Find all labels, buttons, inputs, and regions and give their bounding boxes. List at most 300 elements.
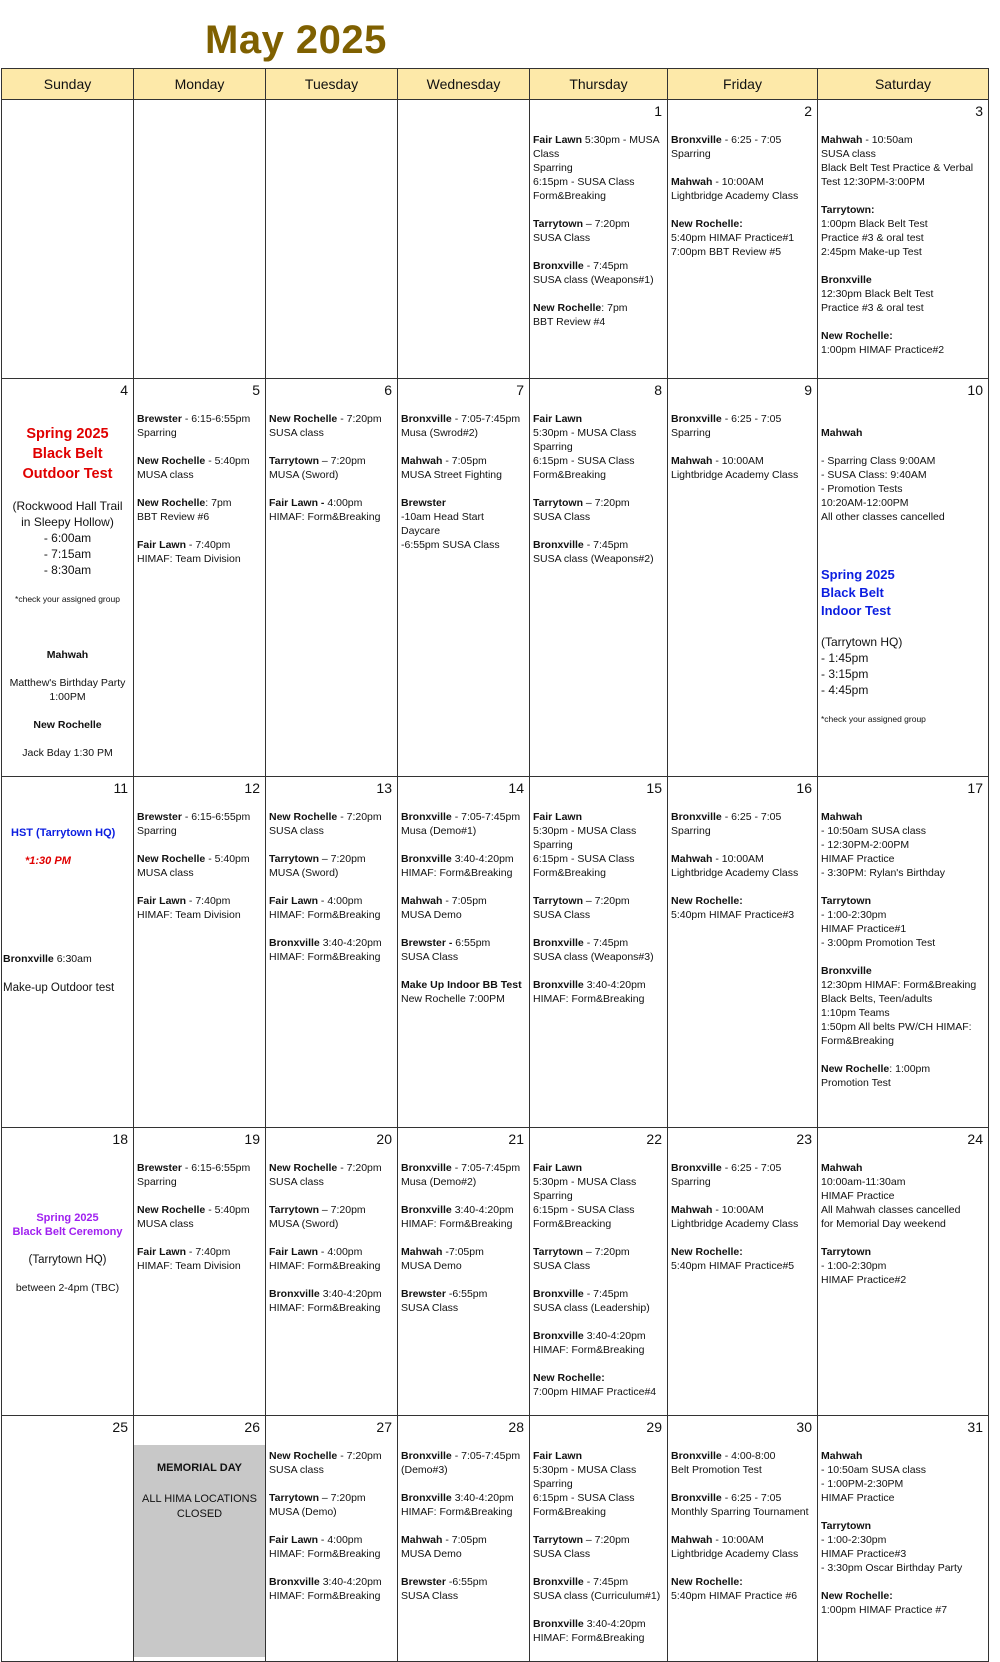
event-text: 12:30pm Black Belt Test Practice #3 & oral test [821,288,934,314]
event-block [821,203,985,259]
hst-event: HST (Tarrytown HQ) [11,827,116,839]
event-text: 3:40-4:20pm HIMAF: Form&Breaking [533,979,646,1005]
day-events [668,400,817,498]
location-label: New Rochelle: [821,330,893,342]
day-cell-12 [134,777,266,1128]
indoor-test-title: Spring 2025 Black Belt Indoor Test [821,567,895,618]
day-cell-24 [818,1128,989,1416]
location-label: Tarrytown: [821,204,875,216]
event-text: - 7:45pm SUSA class (Weapons#2) [533,539,654,565]
day-events [818,798,988,1106]
day-number: 19 [244,1131,260,1147]
week-row-4 [2,1128,989,1416]
day-events [530,1149,667,1415]
calendar-title: May 2025 [205,18,387,62]
day-number: 14 [508,780,524,796]
ceremony-place: (Tarrytown HQ) [28,1254,107,1266]
outdoor-test-details: (Rockwood Hall Trail in Sleepy Hollow) - 6:00am - 7:15am - 8:30am [12,499,123,577]
location-label: New Rochelle [269,1162,338,1174]
event-text: 10:00am-11:30am HIMAF Practice All Mahwah classes cancelled for Memorial Day weekend [821,1176,961,1230]
event-text: 3:40-4:20pm HIMAF: Form&Breaking [533,1330,646,1356]
ceremony-title: Spring 2025 Black Belt Ceremony [12,1212,123,1238]
day-cell-7 [398,379,530,777]
location-label: Bronxville [401,811,452,823]
event-block [269,1161,394,1189]
weekday-saturday: Saturday [818,69,989,100]
event-block [401,1533,526,1561]
event-text: 3:40-4:20pm HIMAF: Form&Breaking [269,1288,382,1314]
event-text: - 4:00pm HIMAF: Form&Breaking [269,1534,381,1560]
event-text: 5:30pm - MUSA Class Sparring 6:15pm - SUSA Class Form&Breacking [533,1176,637,1230]
location-label: Fair Lawn [137,895,187,907]
location-label: Bronxville [401,413,452,425]
event-text: – 7:20pm MUSA (Sword) [269,1204,366,1230]
location-label: Mahwah [821,811,863,823]
location-label: Bronxville [269,937,320,949]
location-label: Mahwah [401,455,443,467]
event-block [671,1533,814,1561]
day-cell-19 [134,1128,266,1416]
holiday-note: ALL HIMA LOCATIONS CLOSED [142,1493,257,1520]
event-text: – 7:20pm SUSA Class [533,1534,630,1560]
event-text: - 10:00AM Lightbridge Academy Class [671,455,799,481]
event-text: 7:00pm HIMAF Practice#4 [533,1386,657,1398]
day-number: 24 [967,1131,983,1147]
day-number: 2 [804,103,812,119]
event-text: - 4:00pm HIMAF: Form&Breaking [269,895,381,921]
day-cell-8 [530,379,668,777]
location-label: New Rochelle [137,853,206,865]
location-label: Mahwah [821,1450,863,1462]
event-block [269,1533,394,1561]
event-block [821,329,985,357]
event-block [401,1203,526,1231]
day-cell-9 [668,379,818,777]
day-number: 26 [244,1419,260,1435]
location-label: Bronxville [533,539,584,551]
event-block [671,412,814,440]
weekday-header-row [2,69,989,100]
location-label: Fair Lawn [269,1246,319,1258]
location-label: Tarrytown [269,455,319,467]
event-text: -6:55pm SUSA Class [401,1288,488,1314]
day-events [818,1437,988,1633]
event-block [671,1491,814,1519]
weekday-wednesday: Wednesday [398,69,530,100]
event-block [137,1161,262,1189]
event-text: - 6:25 - 7:05 Sparring [671,811,782,837]
event-block [821,1449,985,1505]
location-label: Bronxville [269,1576,320,1588]
event-text: : 7pm BBT Review #6 [137,497,232,523]
event-text: - 5:40pm MUSA class [137,455,250,481]
event-block [401,1575,526,1603]
location-label: Bronxville [533,1618,584,1630]
event-text: - 7:05-7:45pm (Demo#3) [401,1450,521,1476]
weekday-tuesday: Tuesday [266,69,398,100]
location-label: New Rochelle [137,1204,206,1216]
day-events [134,1149,265,1289]
location-label: Bronxville [671,1450,722,1462]
event-block [533,1533,664,1561]
location-label: Tarrytown [269,1492,319,1504]
event-text: - 6:15-6:55pm Sparring [137,811,251,837]
event-block [269,1245,394,1273]
location-label: Brewster [137,811,182,823]
location-label: Fair Lawn [533,1162,583,1174]
event-text: - 6:25 - 7:05 Sparring [671,134,782,160]
event-text: 5:40pm HIMAF Practice#5 [671,1260,795,1272]
event-text: - 7:05-7:45pm Musa (Swrod#2) [401,413,521,439]
event-text: 3:40-4:20pm HIMAF: Form&Breaking [269,937,382,963]
event-block [269,852,394,880]
event-text: – 7:20pm SUSA Class [533,1246,630,1272]
day-events [266,798,397,980]
day-cell-22 [530,1128,668,1416]
makeup-test-text: Make-up Outdoor test [3,982,115,994]
event-text: – 7:20pm MUSA (Sword) [269,455,366,481]
event-text: - 7:40pm HIMAF: Team Division [137,895,241,921]
location-label: Tarrytown [821,895,871,907]
location-label: Mahwah [821,427,863,439]
event-block [671,810,814,838]
event-text: - 10:50am SUSA class - 12:30PM-2:00PM HIMAF Practice - 3:30PM: Rylan's Birthday [821,825,945,879]
event-text: - 10:50am SUSA class Black Belt Test Practice & Verbal Test 12:30PM-3:00PM [821,134,974,188]
location-label: Tarrytown [821,1520,871,1532]
event-block [821,964,985,1048]
event-block [269,1575,394,1603]
day-cell-1 [530,100,668,379]
event-text: - 7:05pm MUSA Demo [401,1534,487,1560]
day-events [134,798,265,938]
event-text: 1:00pm HIMAF Practice#2 [821,344,945,356]
event-text: - 6:25 - 7:05 Sparring [671,413,782,439]
day-cell-4 [2,379,134,777]
day-number: 18 [112,1131,128,1147]
location-label: New Rochelle [533,302,602,314]
event-block [401,496,526,552]
day-number: 17 [967,780,983,796]
event-text: 6:30am [56,953,92,965]
day-cell-17 [818,777,989,1128]
event-block [269,1203,394,1231]
event-text: - 10:00AM Lightbridge Academy Class [671,1534,799,1560]
weekday-sunday: Sunday [2,69,134,100]
event-block [269,1449,394,1477]
location-label: Bronxville [401,1450,452,1462]
location-label: Tarrytown [269,1204,319,1216]
event-block [821,1589,985,1617]
event-block [533,301,664,329]
day-number: 31 [967,1419,983,1435]
event-text: 3:40-4:20pm HIMAF: Form&Breaking [401,853,514,879]
event-text: - 7:40pm HIMAF: Team Division [137,1246,241,1272]
location-label: Fair Lawn [533,134,583,146]
event-block [671,894,814,922]
day-number: 10 [967,382,983,398]
event-block [401,1449,526,1477]
event-block [671,1449,814,1477]
day-number: 4 [120,382,128,398]
event-block [401,1161,526,1189]
location-label: Brewster [401,497,446,509]
event-text: - 1:00-2:30pm HIMAF Practice#2 [821,1260,907,1286]
day-cell-10 [818,379,989,777]
event-block [269,1287,394,1315]
event-text: - 7:05-7:45pm Musa (Demo#2) [401,1162,521,1188]
day-number: 1 [654,103,662,119]
location-label: Tarrytown [533,497,583,509]
day-events [818,121,988,373]
location-label: Bronxville [671,1162,722,1174]
event-block [533,1329,664,1357]
event-block [533,1449,664,1519]
day-cell-5 [134,379,266,777]
day-events [2,798,133,1012]
event-text: – 7:20pm MUSA (Demo) [269,1492,366,1518]
location-label: New Rochelle [269,1450,338,1462]
weekday-friday: Friday [668,69,818,100]
day-cell-3 [818,100,989,379]
event-text: - Sparring Class 9:00AM - SUSA Class: 9:40AM - Promotion Tests 10:20AM-12:00PM All other classes cancelled [821,455,945,523]
weekday-monday: Monday [134,69,266,100]
day-number: 12 [244,780,260,796]
day-cell-30 [668,1416,818,1662]
day-number: 29 [646,1419,662,1435]
event-text: - 4:00pm HIMAF: Form&Breaking [269,1246,381,1272]
outdoor-test-title: Spring 2025 Black Belt Outdoor Test [22,426,113,482]
location-label: New Rochelle: [671,218,743,230]
event-text: -7:05pm MUSA Demo [401,1246,484,1272]
location-label: Mahwah [671,853,713,865]
event-block [533,1575,664,1603]
event-text: - 7:05pm MUSA Street Fighting [401,455,502,481]
day-number: 25 [112,1419,128,1435]
event-block [533,538,664,566]
event-block [137,1203,262,1231]
day-events [2,400,133,776]
location-label: Mahwah [671,1204,713,1216]
day-number: 16 [796,780,812,796]
event-text: - 6:25 - 7:05 Monthly Sparring Tournament [671,1492,809,1518]
day-cell-2 [668,100,818,379]
location-label: Bronxville [401,1204,452,1216]
event-block [137,496,262,524]
day-number: 3 [975,103,983,119]
event-block [401,1287,526,1315]
day-events [398,1149,529,1331]
event-text: - 7:45pm SUSA class (Weapons#3) [533,937,654,963]
location-label: New Rochelle: [671,895,743,907]
location-label: Bronxville [671,413,722,425]
event-text: - 10:00AM Lightbridge Academy Class [671,853,799,879]
location-label: Brewster - [401,937,453,949]
event-text: 3:40-4:20pm HIMAF: Form&Breaking [533,1618,646,1644]
day-cell-28 [398,1416,530,1662]
event-text: 3:40-4:20pm HIMAF: Form&Breaking [269,1576,382,1602]
event-block [821,1062,985,1090]
event-text: – 7:20pm SUSA Class [533,497,630,523]
event-block [671,852,814,880]
location-label: New Rochelle [269,413,338,425]
day-number: 30 [796,1419,812,1435]
day-events [530,798,667,1022]
day-events [530,121,667,345]
day-number: 23 [796,1131,812,1147]
event-block [533,936,664,964]
event-block [671,1203,814,1231]
day-number: 22 [646,1131,662,1147]
location-label: Fair Lawn - [269,497,325,509]
event-text: New Rochelle 7:00PM [401,993,505,1005]
event-block [533,259,664,287]
event-block [821,273,985,315]
day-cell-11 [2,777,134,1128]
event-text: 3:40-4:20pm HIMAF: Form&Breaking [401,1204,514,1230]
indoor-test-details: (Tarrytown HQ) - 1:45pm - 3:15pm - 4:45pm [821,635,903,697]
event-block [401,852,526,880]
week-row-1 [2,100,989,379]
location-label: Fair Lawn [269,1534,319,1546]
event-text: - 6:15-6:55pm Sparring [137,413,251,439]
event-block [671,217,814,259]
event-block [533,1617,664,1645]
event-text: 5:30pm - MUSA Class Sparring 6:15pm - SUSA Class Form&Breaking [533,1464,637,1518]
event-block [533,1287,664,1315]
location-label: Bronxville [269,1288,320,1300]
day-number: 6 [384,382,392,398]
event-block [269,1491,394,1519]
location-label: Bronxville [671,134,722,146]
event-block [269,454,394,482]
event-text: - 7:20pm SUSA class [269,413,382,439]
location-label: Tarrytown [269,853,319,865]
event-block [401,412,526,440]
event-text: - 6:15-6:55pm Sparring [137,1162,251,1188]
location-label: Bronxville [671,1492,722,1504]
event-block [269,936,394,964]
day-number: 15 [646,780,662,796]
event-text: 5:40pm HIMAF Practice#3 [671,909,795,921]
event-text: Matthew's Birthday Party 1:00PM [9,677,126,703]
day-cell-6 [266,379,398,777]
day-number: 9 [804,382,812,398]
day-events [2,1149,133,1311]
day-cell-empty [134,100,266,379]
event-text: 5:30pm - MUSA Class Sparring 6:15pm - SUSA Class Form&Breaking [533,134,660,202]
event-block [533,894,664,922]
location-label: Tarrytown [533,218,583,230]
event-text: - 7:40pm HIMAF: Team Division [137,539,241,565]
day-number: 28 [508,1419,524,1435]
event-block [533,133,664,203]
location-label: New Rochelle: [821,1590,893,1602]
event-text: - 7:05-7:45pm Musa (Demo#1) [401,811,521,837]
day-events [398,400,529,568]
day-cell-21 [398,1128,530,1416]
location-label: Bronxville [3,953,54,965]
day-cell-23 [668,1128,818,1416]
event-block [137,454,262,482]
location-label: Mahwah [671,455,713,467]
location-label: Mahwah [401,1246,443,1258]
location-label: Mahwah [821,1162,863,1174]
location-label: Fair Lawn [533,413,583,425]
day-number: 21 [508,1131,524,1147]
day-events [530,400,667,582]
day-cell-16 [668,777,818,1128]
event-block [671,1575,814,1603]
event-block [821,894,985,950]
event-block [533,1161,664,1231]
event-block [671,133,814,161]
event-text: - 7:20pm SUSA class [269,1450,382,1476]
event-block [269,810,394,838]
day-events [266,1149,397,1331]
ceremony-time: between 2-4pm (TBC) [15,1282,120,1294]
day-events [266,400,397,540]
event-block [821,1161,985,1231]
location-label: Brewster [137,413,182,425]
location-label: New Rochelle [137,497,206,509]
location-label: Fair Lawn [533,811,583,823]
location-label: Bronxville [533,937,584,949]
event-text: - 7:05pm MUSA Demo [401,895,487,921]
day-number: 5 [252,382,260,398]
event-block [401,810,526,838]
event-text: - 7:45pm SUSA class (Curriculum#1) [533,1576,661,1602]
location-label: New Rochelle [821,1063,890,1075]
holiday-block [134,1445,265,1657]
location-label: Bronxville [533,1576,584,1588]
event-text: - 10:00AM Lightbridge Academy Class [671,1204,799,1230]
event-block [401,1491,526,1519]
day-events [668,1437,817,1619]
event-text: : 7pm BBT Review #4 [533,302,628,328]
day-cell-29 [530,1416,668,1662]
day-events [398,798,529,1022]
assigned-group-note: *check your assigned group [821,714,926,724]
location-label: Bronxville [401,1492,452,1504]
event-block [401,454,526,482]
day-events [530,1437,667,1661]
location-label: Mahwah [401,1534,443,1546]
day-cell-25 [2,1416,134,1662]
event-block [401,1245,526,1273]
day-events [398,1437,529,1619]
location-label: Bronxville [401,853,452,865]
day-number: 7 [516,382,524,398]
event-block [533,810,664,880]
location-label: Tarrytown [533,1534,583,1546]
day-number: 8 [654,382,662,398]
day-number: 13 [376,780,392,796]
location-label: Mahwah [671,176,713,188]
event-block [137,810,262,838]
day-cell-27 [266,1416,398,1662]
day-events [266,1437,397,1619]
location-label: Fair Lawn [533,1450,583,1462]
day-cell-empty [398,100,530,379]
event-block [533,496,664,524]
location-label: Mahwah [671,1534,713,1546]
location-label: New Rochelle [33,719,102,731]
event-block [269,412,394,440]
location-label: New Rochelle [137,455,206,467]
day-events [134,400,265,582]
location-label: Bronxville [821,274,872,286]
event-text: - 10:50am SUSA class - 1:00PM-2:30PM HIMAF Practice [821,1464,927,1504]
